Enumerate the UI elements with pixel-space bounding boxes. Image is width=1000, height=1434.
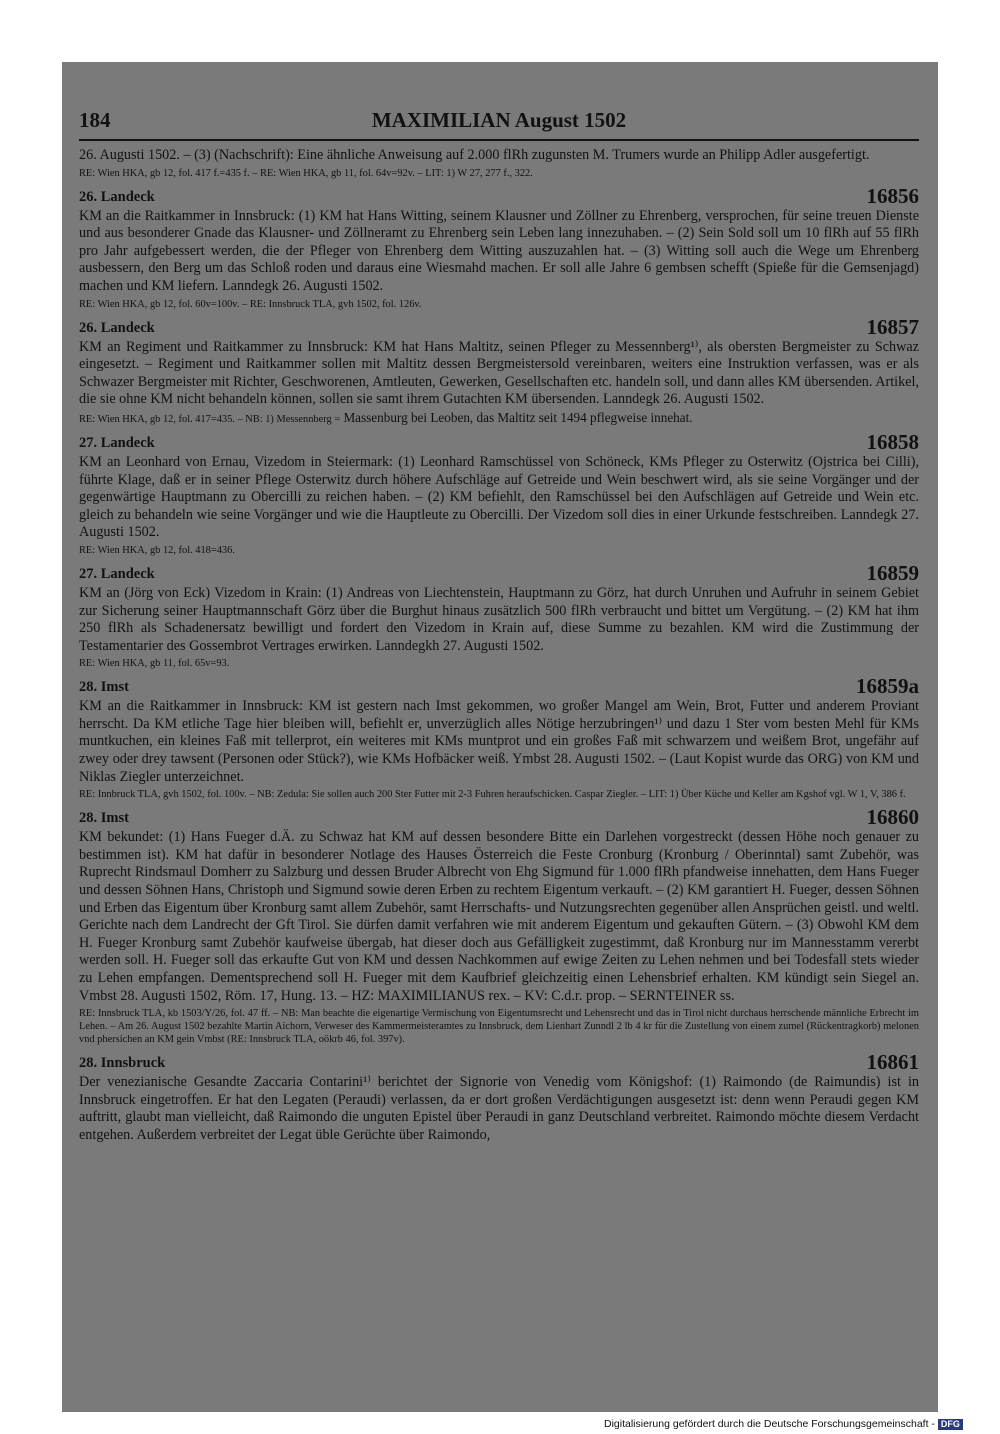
entry-reference-text: RE: Wien HKA, gb 11, fol. 65v=93. bbox=[79, 658, 230, 670]
entry-date-place: 28. Imst bbox=[79, 679, 129, 696]
document-entry bbox=[79, 183, 919, 311]
entry-heading bbox=[79, 429, 919, 454]
entry-reference-text: RE: Wien HKA, gb 12, fol. 417=435. – NB: 1) Messennberg = bbox=[79, 413, 341, 425]
entry-text: KM an Leonhard von Ernau, Vizedom in Steiermark: (1) Leonhard Ramschüssel von Schöneck, KMs Pfleger zu Osterwitz (Ojstrica bei Cilli), führte Klage, daß er in seiner Pflege Osterwitz durch höhere Aufschläge auf Getreide und Wein beschwert wird, als sie seine Vorgänger und der gegenwärtige Hauptmann zu Obercilli zu reichen haben. – (2) KM befiehlt, den Ramschüssel bei den Aufschlägen auf Getreide und Wein etc. gleich zu behandeln wie seine Vorgänger und wie die Hauptleute zu Obercilli. Der Vizedom soll dies in einer Urkunde festschreiben. Lanndegk 27. Augusti 1502. bbox=[79, 453, 919, 541]
entry-reference bbox=[79, 788, 919, 801]
entry-reference bbox=[79, 298, 919, 311]
entry-reference bbox=[79, 411, 919, 426]
entry-date-place: 26. Landeck bbox=[79, 319, 155, 336]
dfg-logo: DFG bbox=[938, 1419, 963, 1430]
footer bbox=[604, 1418, 963, 1430]
entry-text: KM an Regiment und Raitkammer zu Innsbruck: KM hat Hans Maltitz, seinen Pfleger zu Messennberg¹⁾, als obersten Bergmeister zu Schwaz eingesetzt. – Regiment und Raitkammer sollen mit Maltitz dessen Bergmeistersold vereinbaren, weiters eine Instruktion verfassen, was er als Schwazer Bergmeister mit Richter, Geschworenen, Amtleuten, Gewerken, Gesellschaften etc. handeln soll, und dann alles KM übersenden. Artikel, die sie ohne KM nicht behandeln können, sollen sie samt ihrem Gutachten KM übersenden. Lanndegk 26. Augusti 1502. bbox=[79, 338, 919, 408]
entry-number: 16857 bbox=[866, 314, 919, 339]
entry-text: KM bekundet: (1) Hans Fueger d.Ä. zu Schwaz hat KM auf dessen besondere Bitte ein Darlehen vorgestreckt (dessen Höhe noch genauer zu bestimmen ist). KM hat dafür in besonderer Notlage des Hauses Österreich die Feste Cronburg (Kronburg / Oberinntal) samt Zubehör, was Ruprecht Rindsmaul Domherr zu Salzburg und dessen Bruder Albrecht von Ehg Sigmund für 1.000 flRh pfandweise innehatten, dem Hans Fueger und dessen Söhnen Hans, Christoph und Sigmund sowie deren Erben zu rechtem Eigentum verkauft. – (2) KM garantiert H. Fueger, dessen Söhnen und Erben das Eigentum über Kronburg samt allem Zubehör, samt Herrschafts- und Nutzungsrechten gegenüber allen Ansprüchen geistl. und weltl. Gerichte nach dem Landrecht der Gft Tirol. Sie dürfen damit verfahren wie mit anderem Eigentum und gekauften Gütern. – (3) Obwohl KM dem H. Fueger Kronburg samt Zubehör kaufweise übergab, hat dieser doch aus Gefälligkeit zugestimmt, daß Kronburg nur im Mannesstamm vererbt werden soll. H. Fueger soll das erkaufte Gut von KM und dessen Nachkommen auf ewige Zeiten zu Lehen nehmen und bei Todesfall stets wieder zu Lehen empfangen. Dementsprechend soll H. Fueger mit dem Kaufbrief gleichzeitig einen Lehensbrief erhalten. KM kündigt sein Siegel an. Vmbst 28. Augusti 1502, Röm. 17, Hung. 13. – HZ: MAXIMILIANUS rex. – KV: C.d.r. prop. – SERNTEINER ss. bbox=[79, 829, 919, 1004]
entry-date-place: 27. Landeck bbox=[79, 434, 155, 451]
entry-date-place: 28. Innsbruck bbox=[79, 1055, 166, 1072]
document-entry bbox=[79, 805, 919, 1046]
entry-reference-text: RE: Innbruck TLA, gvh 1502, fol. 100v. – NB: Zedula: Sie sollen auch 200 Ster Futter mit 2-3 Fuhren heraufschicken. Caspar Ziegler. – LIT: 1) Über Küche und Keller am Kgshof vgl. W 1, V, 386 f. bbox=[79, 789, 906, 801]
entry-heading bbox=[79, 674, 919, 699]
page-content bbox=[79, 105, 919, 1145]
page-title: MAXIMILIAN August 1502 bbox=[371, 108, 627, 132]
entry-heading bbox=[79, 805, 919, 830]
entry-number: 16858 bbox=[866, 429, 919, 454]
entry-date-place: 26. Landeck bbox=[79, 188, 155, 205]
document-entry bbox=[79, 1050, 919, 1144]
document-entry bbox=[79, 674, 919, 801]
entry-date-place: 27. Landeck bbox=[79, 565, 155, 582]
continuation-note bbox=[79, 147, 919, 180]
continuation-text: 26. Augusti 1502. – (3) (Nachschrift): Eine ähnliche Anweisung auf 2.000 flRh zugunsten M. Trumers wurde an Philipp Adler ausgefertigt. bbox=[79, 147, 870, 163]
entry-number: 16861 bbox=[866, 1050, 919, 1075]
entries-list bbox=[79, 183, 919, 1145]
entry-heading bbox=[79, 1050, 919, 1075]
entry-text: KM an (Jörg von Eck) Vizedom in Krain: (1) Andreas von Liechtenstein, Hauptmann zu Görz, hat durch Unruhen und Aufruhr in seinem Gebiet zur Sicherung seiner Hauptmannschaft Görz über die Burghut hinaus zusätzlich 500 flRh verbraucht und bittet um Vergütung. – (2) KM hat ihm 250 flRh als Schadenersatz bewilligt und fordert den Vizedom in Krain auf, diese Summe zu bezahlen. KM wird die Zustimmung der Testamentarier des Gossembrot Vertrages erwirken. Lanndegkh 27. Augusti 1502. bbox=[79, 584, 919, 654]
entry-number: 16859 bbox=[866, 560, 919, 585]
entry-reference-text: RE: Wien HKA, gb 12, fol. 418=436. bbox=[79, 544, 235, 556]
entry-text: KM an die Raitkammer in Innsbruck: (1) KM hat Hans Witting, seinem Klausner und Zöllner zu Ehrenberg, versprochen, für seine treuen Dienste und aus besonderer Gnade das Klausner- und Zöllneramt zu Ehrenberg sein Leben lang innezuhaben. – (2) Sein Sold soll um 10 flRh auf 55 flRh pro Jahr aufgebessert werden, die der Pfleger von Ehrenberg dem Witting auszuzahlen hat. – (3) Witting soll auch die Wege um Ehrenberg ausbessern, den Berg um das Schloß roden und daraus eine Wiesmahd machen. Er soll alle Jahre 6 gembsen schefft (Spieße für die Gemsenjagd) machen und KM liefern. Lanndegk 26. Augusti 1502. bbox=[79, 207, 919, 294]
entry-number: 16859a bbox=[856, 674, 919, 699]
entry-reference bbox=[79, 657, 919, 670]
document-entry bbox=[79, 560, 919, 670]
footer-text: Digitalisierung gefördert durch die Deutsche Forschungsgemeinschaft - bbox=[604, 1418, 935, 1430]
entry-reference bbox=[79, 1007, 919, 1046]
entry-text: KM an die Raitkammer in Innsbruck: KM ist gestern nach Imst gekommen, wo großer Mangel am Wein, Brot, Futter und anderem Proviant herrscht. Da KM etliche Tage hier bleiben will, befiehlt er, unverzüglich alles Nötige herzubringen¹⁾ und dazu 1 Ster vom besten Mehl für KMs muntkuchen, ein kleines Faß mit tellerprot, ein weiteres mit KMs muntprot und ein großes Faß mit schwarzem und weißem Brot, ungefähr auf zwey oder drey tawsent (Personen oder Stück?), wie KMs Hofbäcker weiß. Ymbst 28. Augusti 1502. – (Laut Kopist wurde das ORG) von KM und Niklas Ziegler unterzeichnet. bbox=[79, 698, 919, 785]
entry-reference bbox=[79, 544, 919, 557]
entry-date-place: 28. Imst bbox=[79, 810, 129, 827]
page-header bbox=[79, 105, 919, 141]
entry-heading bbox=[79, 314, 919, 339]
entry-reference-text: RE: Wien HKA, gb 12, fol. 60v=100v. – RE: Innsbruck TLA, gvh 1502, fol. 126v. bbox=[79, 298, 422, 310]
entry-heading bbox=[79, 560, 919, 585]
entry-heading bbox=[79, 183, 919, 208]
entry-reference-text: RE: Innsbruck TLA, kb 1503/Y/26, fol. 47 ff. – NB: Man beachte die eigenartige Vermischung von Eigentumsrecht und Lehensrecht und das in Tirol nicht durchaus herrschende männliche Erbrecht im Lehen. – Am 26. August 1502 bezahlte Martin Aichorn, Verweser des Kammermeisteramtes zu Innsbruck, dem Lienhart Zunndl 2 lb 4 kr für die Zustellung von einem zumel (Rückentragkorb) melonen vnd phersichen an KM gein Vmbst (RE: Innsbruck TLA, oökrb 46, fol. 397v). bbox=[79, 1008, 919, 1046]
entry-number: 16860 bbox=[866, 805, 919, 830]
continuation-ref: RE: Wien HKA, gb 12, fol. 417 f.=435 f. – RE: Wien HKA, gb 11, fol. 64v=92v. – LIT: 1) W 27, 277 f., 322. bbox=[79, 167, 533, 179]
entry-text: Der venezianische Gesandte Zaccaria Contarini¹⁾ berichtet der Signorie von Venedig vom Königshof: (1) Raimondo (de Raimundis) ist in Innsbruck eingetroffen. Er hat den Legaten (Peraudi) verlassen, da er dort großen Verdächtigungen ausgesetzt ist: denn wenn Peraudi gegen KM auftritt, glaubt man vielleicht, daß Raimondo die unguten Epistel über Peraudi in ganz Deutschland verbreitet. Raimondo möchte diesem Verdacht entgehen. Außerdem verbreitet der Legat üble Gerüchte über Raimondo, bbox=[79, 1074, 919, 1143]
document-entry bbox=[79, 429, 919, 557]
entry-reference-note: Massenburg bei Leoben, das Maltitz seit 1494 pflegweise innehat. bbox=[340, 409, 693, 425]
entry-number: 16856 bbox=[866, 183, 919, 208]
document-entry bbox=[79, 314, 919, 426]
page-number: 184 bbox=[79, 108, 111, 132]
